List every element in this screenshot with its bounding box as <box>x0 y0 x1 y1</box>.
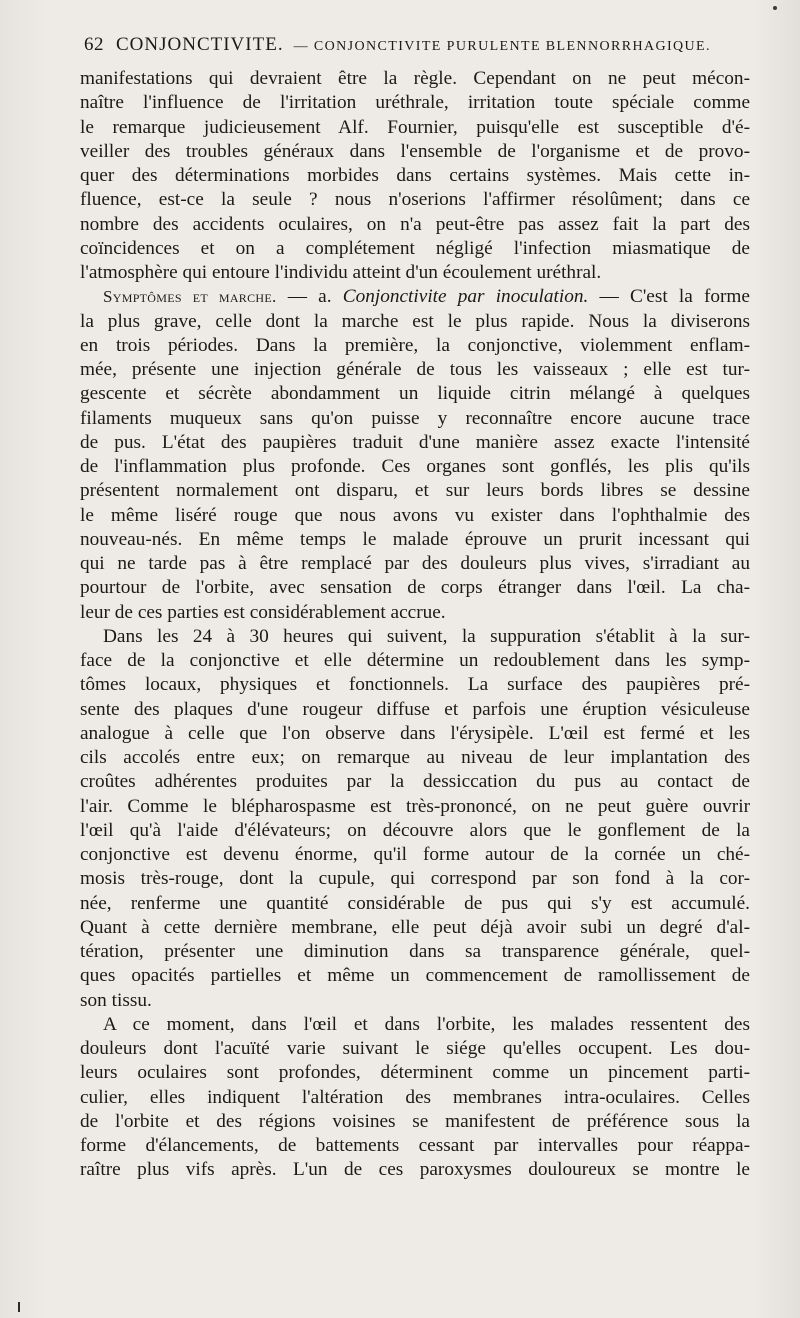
text-line: qui ne tarde pas à être remplacé par des douleurs plus vives, s'irradiant au <box>80 553 750 574</box>
text-line: l'atmosphère qui entoure l'individu atteint d'un écoulement uréthral. <box>80 262 602 283</box>
text-line: présentent normalement ont disparu, et sur leurs bords libres se dessine <box>80 480 750 502</box>
text-line: sente des plaques d'une rougeur diffuse et parfois une éruption vésiculeuse <box>80 698 750 720</box>
text-line: douleurs dont l'acuïté varie suivant le siége qu'elles occupent. Les dou- <box>80 1038 750 1059</box>
text-line: manifestations qui devraient être la règle. Cependant on ne peut mécon- <box>80 68 750 89</box>
text-line: de l'inflammation plus profonde. Ces organes sont gonflés, les plis qu'ils <box>80 456 750 477</box>
text-line: A ce moment, dans l'œil et dans l'orbite, les malades ressentent des <box>103 1013 750 1035</box>
text-line: ques opacités partielles et même un commencement de ramollissement de <box>80 965 750 987</box>
text-line: fluence, est-ce la seule ? nous n'oserions l'affirmer résolûment; dans ce <box>80 189 750 211</box>
text-line: tération, présenter une diminution dans sa transparence générale, quel- <box>80 941 750 962</box>
text-line: l'air. Comme le blépharospasme est très-prononcé, on ne peut guère ouvrir <box>80 795 750 817</box>
text-line: veiller des troubles généraux dans l'ensemble de l'organisme et de provo- <box>80 140 750 162</box>
text-line: naître l'influence de l'irritation uréthrale, irritation toute spéciale comme <box>80 92 750 114</box>
text-line: son tissu. <box>80 989 152 1011</box>
running-header <box>84 34 754 64</box>
text-line: croûtes adhérentes produites par la dessiccation du pus au contact de <box>80 771 750 793</box>
text-line: conjonctive est devenu énorme, qu'il forme autour de la cornée un ché- <box>80 844 750 865</box>
running-title: CONJONCTIVITE. <box>116 34 284 55</box>
text-line: Quant à cette dernière membrane, elle peut déjà avoir subi un degré d'al- <box>80 916 750 938</box>
text-line: la plus grave, celle dont la marche est le plus rapide. Nous la diviserons <box>80 310 750 332</box>
text-line: mée, présente une injection générale de tous les vaisseaux ; elle est tur- <box>80 359 750 380</box>
ink-speck <box>773 6 777 10</box>
text-line: filaments muqueux sans qu'on puisse y reconnaître encore aucune trace <box>80 407 750 429</box>
text-line: pourtour de l'orbite, avec sensation de corps étranger dans l'œil. La cha- <box>80 577 750 599</box>
text-line: tômes locaux, physiques et fonctionnels. La surface des paupières pré- <box>80 674 750 696</box>
text-line: leur de ces parties est considérablement accrue. <box>80 601 446 623</box>
text-line: née, renferme une quantité considérable de pus qui s'y est accumulé. <box>80 892 750 914</box>
text-line: de pus. L'état des paupières traduit d'une manière assez exacte l'intensité <box>80 431 750 453</box>
text-line: quer des déterminations morbides dans certains systèmes. Mais cette in- <box>80 165 750 186</box>
text-line: l'œil qu'à l'aide d'élévateurs; on découvre alors que le gonflement de la <box>80 819 750 841</box>
text-line: Dans les 24 à 30 heures qui suivent, la suppuration s'établit à la sur- <box>103 625 750 647</box>
text-line: nouveau-nés. En même temps le malade éprouve un prurit incessant qui <box>80 528 750 550</box>
text-line: leurs oculaires sont profondes, déterminent comme un pincement parti- <box>80 1062 750 1084</box>
text-fragment: — C'est la forme <box>588 286 750 308</box>
text-line: le remarque judicieusement Alf. Fournier, puisqu'elle est susceptible d'é- <box>80 116 750 138</box>
text-line: coïncidences et on a complétement négligé l'infection miasmatique de <box>80 237 750 259</box>
heading-dash: — a. <box>276 286 343 308</box>
text-line: raître plus vifs après. L'un de ces paroxysmes douloureux se montre le <box>80 1159 750 1181</box>
text-line: gescente et sécrète abondamment un liquide citrin mélangé à quelques <box>80 383 750 405</box>
text-line: en trois périodes. Dans la première, la conjonctive, violemment enflam- <box>80 334 750 356</box>
running-subtitle: — CONJONCTIVITE PURULENTE BLENNORRHAGIQUE. <box>293 39 711 54</box>
text-line: culier, elles indiquent l'altération des membranes intra-oculaires. Celles <box>80 1086 750 1108</box>
text-line: forme d'élancements, de battements cessant par intervalles pour réappa- <box>80 1135 750 1156</box>
subsection-title: Conjonctivite par inoculation. <box>342 286 589 308</box>
text-line: cils accolés entre eux; on remarque au niveau de leur implantation des <box>80 747 750 768</box>
page-number: 62 <box>84 34 104 55</box>
text-line: nombre des accidents oculaires, on n'a peut-être pas assez fait la part des <box>80 213 750 235</box>
text-line: face de la conjonctive et elle détermine un redoublement dans les symp- <box>80 650 750 671</box>
section-opening-line <box>80 285 750 309</box>
margin-mark <box>18 1302 20 1312</box>
text-line: le même liséré rouge que nous avons vu exister dans l'ophthalmie des <box>80 504 750 526</box>
text-body <box>80 67 750 1183</box>
text-line: analogue à celle que l'on observe dans l'érysipèle. L'œil est fermé et les <box>80 722 750 744</box>
section-heading: Symptômes et marche. <box>103 287 277 307</box>
text-line: mosis très-rouge, dont la cupule, qui correspond par son fond à la cor- <box>80 868 750 890</box>
text-line: de l'orbite et des régions voisines se manifestent de préférence sous la <box>80 1110 750 1132</box>
